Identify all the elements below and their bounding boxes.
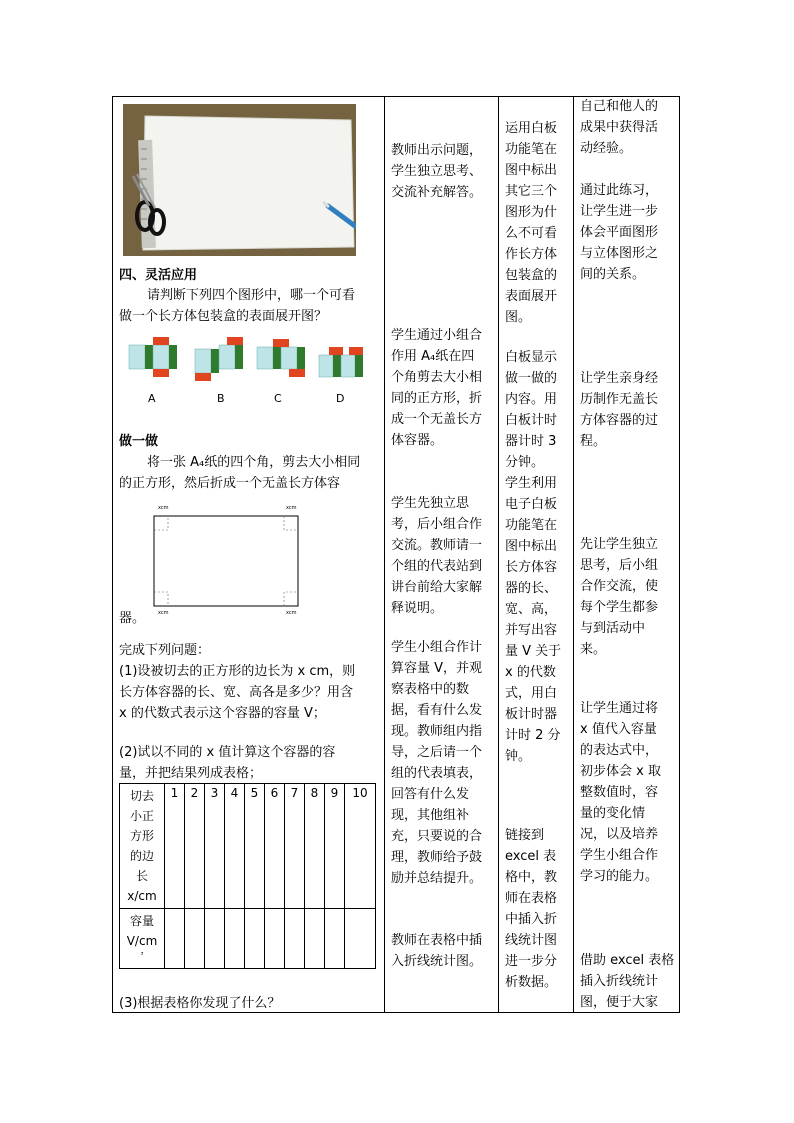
q3-text: (3)根据表格你发现了什么？ xyxy=(119,996,281,1011)
sketch-label-tl: xcm xyxy=(158,505,169,511)
teacher-col-p1: 教师出示问题， 学生独立思考、 交流补充解答。 xyxy=(391,143,483,200)
net-d xyxy=(319,347,363,377)
table-cell[interactable] xyxy=(325,909,345,969)
teacher-col-p5: 教师在表格中插 入折线统计图。 xyxy=(391,933,483,969)
media-col-p2: 白板显示 做一做的 内容。用 白板计时 器计时 3 分钟。 xyxy=(505,350,558,470)
q1-line-3: x 的代数式表示这个容器的容量 V； xyxy=(119,706,326,721)
table-cell[interactable] xyxy=(305,909,325,969)
table-header-num: 6 xyxy=(265,784,285,909)
table-header-num: 3 xyxy=(205,784,225,909)
question-line-2: 做一个长方体包装盒的表面展开图？ xyxy=(119,309,328,324)
table-header-num: 1 xyxy=(165,784,185,909)
table-header-num: 4 xyxy=(225,784,245,909)
q1-line-1: (1)设被切去的正方形的边长为 x cm，则 xyxy=(119,664,356,679)
q2-line-2: 量，并把结果列成表格； xyxy=(119,766,263,781)
sketch-label-bl: xcm xyxy=(158,610,169,616)
volume-table xyxy=(119,783,376,969)
q1-line-2: 长方体容器的长、宽、高各是多少？用含 xyxy=(119,685,354,700)
table-cell[interactable] xyxy=(265,909,285,969)
activity-text-end: 器。 xyxy=(119,611,146,626)
table-header-num: 7 xyxy=(285,784,305,909)
net-label-a: A xyxy=(148,392,156,405)
media-col-p1: 运用白板 功能笔在 图中标出 其它三个 图形为什 么不可看 作长方体 包装盒的 表面展开 图。 xyxy=(505,121,558,325)
intent-col-p1: 自己和他人的 成果中获得活 动经验。 xyxy=(580,99,659,156)
sketch-label-br: xcm xyxy=(286,610,297,616)
table-cell[interactable] xyxy=(185,909,205,969)
table-cell[interactable] xyxy=(245,909,265,969)
table-header-num: 9 xyxy=(325,784,345,909)
net-c xyxy=(257,339,305,377)
intent-col-p3: 让学生亲身经 历制作无盖长 方体容器的过 程。 xyxy=(580,371,659,449)
box-nets-figure xyxy=(125,335,375,385)
intent-col-p2: 通过此练习， 让学生进一步 体会平面图形 与立体图形之 间的关系。 xyxy=(580,183,659,282)
q2-line-1: (2)试以不同的 x 值计算这个容器的容 xyxy=(119,745,336,760)
intent-col-p6: 借助 excel 表格 插入折线统计 图，便于大家 xyxy=(580,953,675,1010)
activity-text-line-2: 的正方形，然后折成一个无盖长方体容 xyxy=(119,476,341,491)
media-col-p3: 学生利用 电子白板 功能笔在 图中标出 长方体容 器的长、 宽、高， 并写出容 量 V 关于 x 的代数 式，用白 板计时器 计时 2 分 钟。 xyxy=(505,476,562,764)
net-label-b: B xyxy=(217,392,225,405)
row-header-side-length: 切去 小正 方形 的边 长 x/cm xyxy=(120,784,165,909)
teacher-col-p3: 学生先独立思 考，后小组合作 交流。教师请一 个组的代表站到 讲台前给大家解 释说明。 xyxy=(391,496,483,616)
activity-text-line-1: 将一张 A₄纸的四个角，剪去大小相同 xyxy=(147,455,361,470)
table-header-num: 2 xyxy=(185,784,205,909)
table-cell[interactable] xyxy=(345,909,376,969)
a4-cut-corners-sketch xyxy=(150,508,302,610)
row-header-volume: 容量 V/cm ³ xyxy=(120,909,165,969)
net-a xyxy=(129,337,177,377)
intent-col-p5: 让学生通过将 x 值代入容量 的表达式中， 初步体会 x 取 整数值时，容 量的变化情 况，以及培养 学生小组合作 学习的能力。 xyxy=(580,701,661,884)
question-line-1: 请判断下列四个图形中，哪一个可看 xyxy=(147,288,356,303)
column-divider-3 xyxy=(573,96,574,1013)
table-header-num: 5 xyxy=(245,784,265,909)
net-label-d: D xyxy=(336,392,345,405)
table-header-num: 8 xyxy=(305,784,325,909)
table-cell[interactable] xyxy=(165,909,185,969)
sketch-label-tr: xcm xyxy=(286,505,297,511)
column-divider-1 xyxy=(384,96,385,1013)
teacher-col-p4: 学生小组合作计 算容量 V，并观 察表格中的数 据，看有什么发 现。教师组内指 导，之后请一个 组的代表填表， 回答有什么发 现，其他组补 充，只要说的合 理，教师给予鼓 励并总结提升。 xyxy=(391,640,483,886)
paper-scissors-photo xyxy=(123,104,356,256)
media-col-p4: 链接到 excel 表 格中，教 师在表格 中插入折 线统计图 进一步分 析数据。 xyxy=(505,828,558,990)
teacher-col-p2: 学生通过小组合 作用 A₄纸在四 个角剪去大小相 同的正方形，折 成一个无盖长方 体容器。 xyxy=(391,328,483,448)
table-header-num: 10 xyxy=(345,784,376,909)
table-cell[interactable] xyxy=(205,909,225,969)
net-label-c: C xyxy=(274,392,282,405)
table-cell[interactable] xyxy=(225,909,245,969)
column-divider-2 xyxy=(498,96,499,1013)
intent-col-p4: 先让学生独立 思考，后小组 合作交流，使 每个学生都参 与到活动中 来。 xyxy=(580,537,659,657)
section-title: 四、灵活应用 xyxy=(119,268,198,283)
activity-title: 做一做 xyxy=(119,434,159,449)
questions-intro: 完成下列问题： xyxy=(119,643,211,658)
net-b xyxy=(195,337,243,381)
table-cell[interactable] xyxy=(285,909,305,969)
